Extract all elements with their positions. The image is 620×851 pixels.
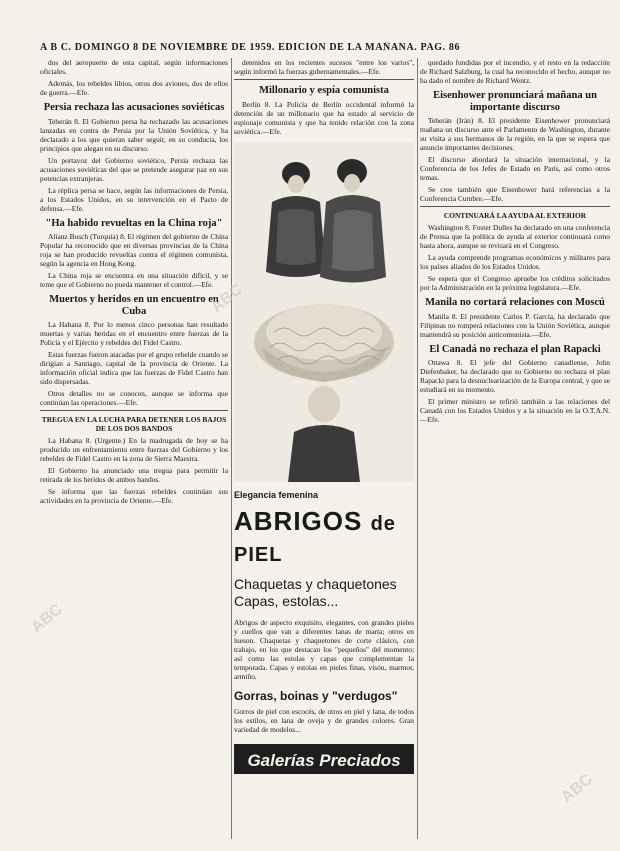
headline: Persia rechaza las acusaciones soviéticas — [43, 102, 225, 113]
headline: "Ha habido revueltas en la China roja" — [45, 217, 223, 229]
paragraph: Se espera que el Congreso apruebe los créditos solicitados por la Administración en la próxima legislatura.—Efe. — [420, 274, 610, 292]
headline: El Canadá no rechaza el plan Rapacki — [429, 343, 601, 355]
paragraph: Estas fuerzas fueron atacadas por el grupo rebelde cuando se dirigían a Santiago, capital de la provincia de Oriente. La información oficial indica que las fuerzas de Fidel Castro han sido dispersadas. — [40, 350, 228, 386]
paragraph: Teherán (Irán) 8. El presidente Eisenhower pronunciará mañana un discurso ante el Parlamento de Washington, durante su visita a sus hermanos de la región, en la que se espera que anuncie importantes decisiones. — [420, 116, 610, 152]
ad-subtitle: Chaquetas y chaquetones Capas, estolas... — [234, 575, 397, 609]
paragraph: Alianz Bosch (Turquía) 8. El régimen del gobierno de China Popular ha reconocido que en diversas provincias de la China roja se han producido revueltas contra el régimen comunista, según la agencia en Hong Kong. — [40, 232, 228, 268]
paragraph: Manila 8. El presidente Carlos P. García, ha declarado que Filipinas no romperá relaciones con la Unión Soviética, aunque mantendrá su posición anticomunista.—Efe. — [420, 311, 610, 339]
paragraph: dos del aeropuerto de esta capital, según informaciones oficiales. — [40, 58, 228, 76]
store-logo-text: Galerías Preciados — [247, 750, 401, 770]
paragraph: Se informa que las fuerzas rebeldes continúan sus actividades en la provincia de Oriente.—Efe. — [40, 487, 228, 505]
headline: Muertos y heridos en un encuentro en Cuba — [49, 294, 219, 317]
divider — [420, 206, 610, 207]
fur-models-illustration — [234, 142, 414, 482]
headline: Manila no cortará relaciones con Moscú — [425, 297, 605, 308]
ad-body: Abrigos de aspecto exquisito, elegantes, con grandes pieles y cuellos que van a diferentes lanas de marta; otros en lueson. Chaquetas y chaquetones de corte clásico, con trabajo, en los que destacan los "pequeños" del momento; así como las estolas y capas que complementan la temporada. Capas y estolas en pieles finas, visón, marmot, armiño. — [234, 617, 414, 681]
watermark-mark: ABC — [208, 280, 246, 317]
headline: Eisenhower pronunciará mañana un importante discurso — [433, 90, 597, 113]
subheadline: CONTINUARÁ LA AYUDA AL EXTERIOR — [443, 211, 587, 220]
paragraph: quedado fundidas por el incendio, y el resto en la redacción de Richard Salzburg, la cual ha reconocido el hecho, aunque no ha dado el nombre de Richard Wentz. — [420, 58, 610, 85]
store-logo — [234, 742, 414, 776]
store-logo-mark — [234, 742, 414, 776]
ad-body-2: Gorros de piel con escocés, de otros en piel y lana, de todos los estilos, en lana de oveja y de grandes colores. Gran variedad de modelos... — [234, 706, 414, 734]
paragraph: Se cree también que Eisenhower hará referencias a la Conferencia Cumbre.—Efe. — [420, 185, 610, 203]
divider — [234, 79, 414, 80]
paragraph: El discurso abordará la situación internacional, y la Conferencia de los Jefes de Estado en París, así como otros temas. — [420, 155, 610, 182]
paragraph: Teherán 8. El Gobierno persa ha rechazado las acusaciones lanzadas en contra de Persia por la Unión Soviética, y ha declarado a los que quieran saber seguir, en su conducta, los principios que alegan en su discurso. — [40, 116, 228, 153]
paragraph: La Habana 8. Por lo menos cinco personas han resultado muertas y varias heridas en el encuentro entre fuerzas de la Policía y el Ejército y rebeldes del Fidel Castro. — [40, 320, 228, 347]
paragraph: Washington 8. Foster Dulles ha declarado en una conferencia de Prensa que la política de ayuda al exterior continuará como hasta ahora, aunque se revisará en el Congreso. — [420, 223, 610, 250]
divider — [40, 410, 228, 411]
paragraph: La réplica persa se hace, según las informaciones de Persia, a los Estados Unidos, en su intervención en el Pacto de defensa.—Efe. — [40, 185, 228, 213]
paragraph: La ayuda comprende programas económicos y militares para los países aliados de los Estados Unidos. — [420, 253, 610, 271]
headline: Millonario y espía comunista — [259, 85, 389, 96]
column-3 — [420, 58, 610, 841]
watermark-mark: ABC — [28, 600, 66, 637]
fashion-illustration — [234, 142, 414, 482]
column-rule — [231, 58, 232, 839]
paragraph: El Gobierno ha anunciado una tregua para permitir la retirada de los heridos de ambos bandos. — [40, 466, 228, 484]
paragraph: Berlín 8. La Policía de Berlín occidental informó la detención de un millonario que ha estado al servicio de espionaje comunista y que ha tenido relación con la zona soviética.—Efe. — [234, 99, 414, 136]
paragraph: Otros detalles no se conocen, aunque se informa que continúan las operaciones.—Efe. — [40, 389, 228, 407]
paragraph: El primer ministro se refirió también a las relaciones del Canadá con los Estados Unidos y a la situación en la O.T.A.N.—Efe. — [420, 397, 610, 424]
column-2 — [234, 58, 414, 841]
watermark-mark: ABC — [558, 770, 596, 807]
paragraph: Ottawa 8. El jefe del Gobierno canadiense, John Diefenbaker, ha declarado que su Gobierno no rechaza el plan Rapacki para la desnuclearización de la Europa central, y que se estudiará en su momento. — [420, 358, 610, 394]
fur-advertisement — [234, 490, 414, 776]
paragraph: Un portavoz del Gobierno soviético, Persia rechaza las acusaciones soviéticas del que se pretende asegurar paz en sus potencias extranjeras. — [40, 155, 228, 183]
ad-kicker: Elegancia femenina — [234, 489, 319, 500]
column-rule — [417, 58, 418, 839]
ad-title-main: ABRIGOS — [234, 505, 363, 536]
page-header: A B C. DOMINGO 8 DE NOVIEMBRE DE 1959. EDICION DE LA MAÑANA. PAG. 86 — [40, 42, 461, 53]
paragraph: detenidos en los recientes sucesos "entre los varios", según informó la fuerzas gubernamentales.—Efe. — [234, 58, 414, 76]
column-1 — [40, 58, 228, 841]
paragraph: La Habana 8. (Urgente.) En la madrugada de hoy se ha producido un enfrentamiento entre fuerzas del Gobierno y los rebeldes de Fidel Castro en la zona de Sierra Maestra. — [40, 436, 228, 463]
ad-title-tail: de PIEL — [234, 512, 396, 566]
paragraph: Además, los rebeldes libios, otros dos aviones, dos de ellos de guerra.—Efe. — [40, 79, 228, 97]
ad-subtitle-2: Gorras, boinas y "verdugos" — [234, 688, 398, 703]
ad-title — [234, 506, 414, 568]
subheadline: TREGUA EN LA LUCHA PARA DETENER LOS BAJOS DE LOS DOS BANDOS — [41, 415, 227, 433]
paragraph: La China roja se encuentra en una situación difícil, y se teme que el Gobierno no pueda mantener el control.—Efe. — [40, 271, 228, 289]
